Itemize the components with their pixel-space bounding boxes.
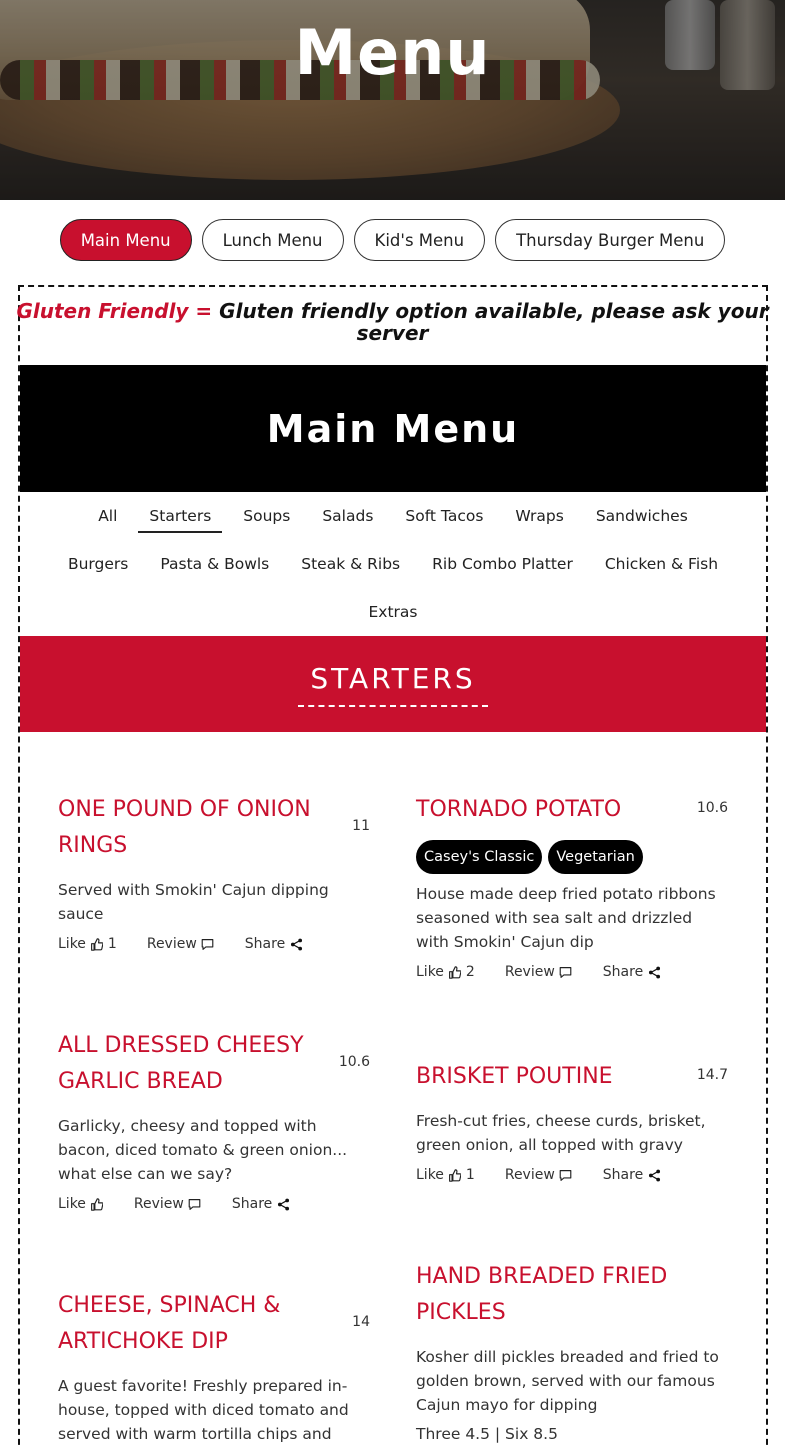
gluten-key: Gluten Friendly =: [16, 299, 213, 323]
page-title: Menu: [294, 16, 491, 89]
menu-item-fried-pickles: [416, 1259, 728, 1443]
item-actions: [416, 964, 728, 980]
item-head: [58, 792, 370, 864]
hero-banner: [0, 0, 785, 200]
tab-steak-ribs[interactable]: Steak & Ribs: [301, 555, 401, 573]
comment-icon: [188, 1197, 202, 1211]
item-description: A guest favorite! Freshly prepared in-house, topped with diced tomato and served with warm tortilla chips and: [58, 1377, 349, 1443]
review-label: Review: [146, 936, 197, 952]
category-row: [20, 492, 766, 540]
tab-rib-combo-platter[interactable]: Rib Combo Platter: [432, 555, 573, 573]
like-button[interactable]: [58, 936, 117, 952]
tab-all[interactable]: All: [98, 507, 118, 525]
item-title[interactable]: HAND BREADED FRIED PICKLES: [416, 1264, 668, 1325]
tab-pasta-bowls[interactable]: Pasta & Bowls: [160, 555, 270, 573]
item-actions: [58, 1196, 370, 1212]
thumbs-up-icon: [448, 1168, 462, 1182]
share-icon: [276, 1197, 290, 1211]
review-button[interactable]: [505, 1167, 573, 1183]
item-badges: [416, 840, 728, 874]
tab-extras[interactable]: Extras: [368, 603, 418, 621]
menu-item-brisket-poutine: [416, 1059, 728, 1183]
item-description: House made deep fried potato ribbons seasoned with sea salt and drizzled with Smokin' Cajun dip: [416, 885, 716, 951]
review-label: Review: [504, 1167, 555, 1183]
like-button[interactable]: [58, 1196, 104, 1212]
item-head: [416, 1259, 728, 1331]
tab-starters[interactable]: Starters: [138, 501, 222, 531]
badge-vegetarian: Vegetarian: [548, 840, 642, 874]
item-description: Served with Smokin' Cajun dipping sauce: [58, 881, 329, 923]
comment-icon: [559, 1168, 573, 1182]
tab-chicken-fish[interactable]: Chicken & Fish: [604, 555, 719, 573]
main-menu-header: [20, 365, 766, 492]
item-title[interactable]: CHEESE, SPINACH & ARTICHOKE DIP: [58, 1293, 281, 1354]
menu-item-tornado-potato: [416, 792, 728, 980]
like-count: 1: [107, 936, 117, 952]
share-button[interactable]: [245, 936, 303, 952]
gluten-text: Gluten friendly option available, please ask your server: [219, 299, 769, 345]
tab-wraps[interactable]: Wraps: [515, 507, 564, 525]
tab-burgers[interactable]: Burgers: [67, 555, 129, 573]
tab-soups[interactable]: Soups: [243, 507, 291, 525]
share-button[interactable]: [603, 964, 661, 980]
item-title[interactable]: ALL DRESSED CHEESY GARLIC BREAD: [58, 1033, 304, 1094]
like-button[interactable]: [416, 964, 475, 980]
item-description: Garlicky, cheesy and topped with bacon, diced tomato & green onion... what else can we say?: [58, 1117, 348, 1183]
like-label: Like: [416, 1167, 444, 1183]
share-button[interactable]: [603, 1167, 661, 1183]
review-button[interactable]: [505, 964, 573, 980]
share-button[interactable]: [232, 1196, 290, 1212]
item-price: 10.6: [338, 1054, 370, 1070]
item-price: 14: [352, 1314, 370, 1330]
share-icon: [647, 965, 661, 979]
section-underline: [298, 705, 488, 707]
category-row: [20, 588, 766, 636]
like-button[interactable]: [416, 1167, 475, 1183]
review-label: Review: [504, 964, 555, 980]
share-label: Share: [231, 1196, 273, 1212]
item-head: [58, 1288, 370, 1360]
thumbs-up-icon: [90, 1197, 104, 1211]
tab-sandwiches[interactable]: Sandwiches: [595, 507, 688, 525]
item-title[interactable]: BRISKET POUTINE: [416, 1064, 613, 1089]
item-actions: [416, 1167, 728, 1183]
share-label: Share: [244, 936, 286, 952]
menu-item-spinach-artichoke-dip: [58, 1288, 370, 1446]
item-price: 14.7: [696, 1067, 728, 1083]
item-head: [58, 1028, 370, 1100]
menu-pill-lunch[interactable]: Lunch Menu: [202, 219, 344, 261]
badge-caseys-classic: Casey's Classic: [416, 840, 542, 874]
share-icon: [289, 937, 303, 951]
share-label: Share: [602, 964, 644, 980]
item-title[interactable]: ONE POUND OF ONION RINGS: [58, 797, 311, 858]
item-price: 10.6: [696, 800, 728, 816]
comment-icon: [559, 965, 573, 979]
item-actions: [58, 936, 370, 952]
section-title: STARTERS: [310, 661, 476, 695]
item-title[interactable]: TORNADO POTATO: [416, 797, 622, 822]
like-count: 1: [465, 1167, 475, 1183]
section-header: [20, 636, 766, 732]
thumbs-up-icon: [90, 937, 104, 951]
menu-pill-kids[interactable]: Kid's Menu: [354, 219, 486, 261]
menu-pill-thursday-burger[interactable]: Thursday Burger Menu: [495, 219, 725, 261]
like-count: 2: [465, 964, 475, 980]
tab-soft-tacos[interactable]: Soft Tacos: [405, 507, 484, 525]
menu-item-garlic-bread: [58, 1028, 370, 1212]
like-label: Like: [58, 936, 86, 952]
item-sizes: Three 4.5 | Six 8.5: [416, 1425, 558, 1443]
item-description: Kosher dill pickles breaded and fried to golden brown, served with our famous Cajun mayo for dipping: [416, 1348, 719, 1414]
category-row: [20, 540, 766, 588]
review-button[interactable]: [147, 936, 215, 952]
item-head: [416, 792, 728, 828]
share-icon: [647, 1168, 661, 1182]
comment-icon: [201, 937, 215, 951]
main-menu-title: Main Menu: [266, 406, 520, 451]
gluten-notice: [0, 300, 785, 344]
like-label: Like: [416, 964, 444, 980]
like-label: Like: [58, 1196, 86, 1212]
item-price: 11: [352, 818, 370, 834]
menu-item-onion-rings: [58, 792, 370, 952]
review-label: Review: [133, 1196, 184, 1212]
tab-salads[interactable]: Salads: [322, 507, 374, 525]
item-head: [416, 1059, 728, 1095]
menu-pill-main[interactable]: Main Menu: [60, 219, 192, 261]
share-label: Share: [602, 1167, 644, 1183]
thumbs-up-icon: [448, 965, 462, 979]
menu-switcher: [0, 219, 785, 261]
review-button[interactable]: [134, 1196, 202, 1212]
item-description: Fresh-cut fries, cheese curds, brisket, green onion, all topped with gravy: [416, 1112, 706, 1154]
category-tabs: [20, 492, 766, 636]
